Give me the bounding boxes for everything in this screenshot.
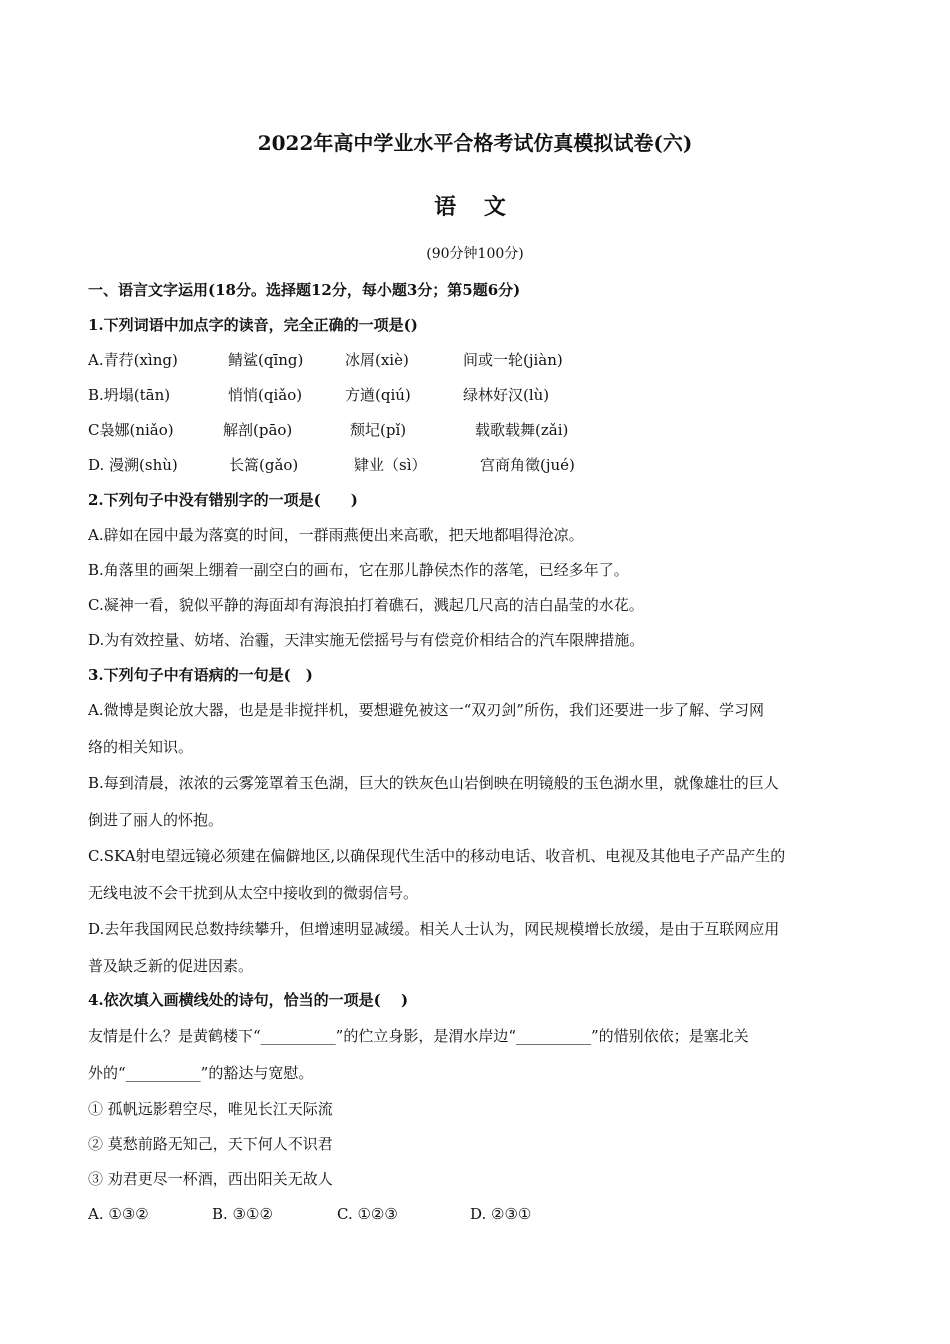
q1-d-item-1: D. 漫溯(shù)	[88, 456, 178, 474]
question-2-option-b: B.角落里的画架上绷着一副空白的画布，它在那儿静侯杰作的落笔，已经多年了。	[88, 561, 629, 579]
question-4-choice-b: B. ③①②	[212, 1205, 273, 1223]
q1-a-item-3: 冰屑(xiè)	[345, 351, 409, 369]
question-1-stem: 1.下列词语中加点字的读音，完全正确的一项是()	[88, 316, 418, 334]
q1-b-item-1: B.坍塌(tān)	[88, 386, 171, 404]
q1-d-item-2: 长篙(gǎo)	[229, 456, 299, 474]
question-3-option-a-line2: 络的相关知识。	[88, 738, 194, 756]
q1-c-item-1: C袅娜(niǎo)	[88, 421, 174, 439]
q1-c-item-3: 颓圮(pǐ)	[350, 421, 407, 439]
question-3-stem: 3.下列句子中有语病的一句是( )	[88, 666, 313, 684]
question-2-stem: 2.下列句子中没有错别字的一项是( )	[88, 491, 358, 509]
subject-title: 语 文	[434, 194, 516, 220]
question-4-choice-c: C. ①②③	[337, 1205, 398, 1223]
section-heading: 一、语言文字运用(18分。选择题12分，每小题3分；第5题6分)	[88, 281, 521, 299]
question-2-option-c: C.凝神一看，貌似平静的海面却有海浪拍打着礁石，溅起几尺高的洁白晶莹的水花。	[88, 596, 644, 614]
q1-c-item-2: 解剖(pāo)	[223, 421, 293, 439]
q1-a-item-4: 间或一轮(jiàn)	[463, 351, 563, 369]
q1-b-item-4: 绿林好汉(lù)	[463, 386, 550, 404]
exam-title: 2022年高中学业水平合格考试仿真模拟试卷(六)	[257, 131, 693, 155]
question-4-poem-2: ② 莫愁前路无知己，天下何人不识君	[88, 1135, 333, 1153]
question-2-option-a: A.辟如在园中最为落寞的时间，一群雨燕便出来高歌，把天地都唱得沧凉。	[88, 526, 584, 544]
q1-b-item-2: 悄悄(qiǎo)	[228, 386, 303, 404]
question-3-option-d-line2: 普及缺乏新的促进因素。	[88, 957, 254, 975]
q1-d-item-4: 宫商角徵(jué)	[480, 456, 575, 474]
exam-duration: (90分钟100分)	[426, 246, 524, 262]
question-3-option-b-line2: 倒进了丽人的怀抱。	[88, 811, 224, 829]
question-2-option-d: D.为有效控量、妨堵、治霾，天津实施无偿摇号与有偿竞价相结合的汽车限牌措施。	[88, 631, 645, 649]
question-4-choice-d: D. ②③①	[470, 1205, 532, 1223]
question-3-option-d-line1: D.去年我国网民总数持续攀升，但增速明显减缓。相关人士认为，网民规模增长放缓，是由于互联网应用	[88, 920, 780, 938]
q1-b-item-3: 方遒(qiú)	[345, 386, 411, 404]
question-3-option-c-line1: C.SKA射电望远镜必须建在偏僻地区,以确保现代生活中的移动电话、收音机、电视及其他电子产品产生的	[88, 847, 786, 865]
question-3-option-a-line1: A.微博是舆论放大器，也是是非搅拌机，要想避免被这一“双刃剑”所伤，我们还要进一步了解、学习网	[88, 701, 764, 719]
question-4-poem-1: ① 孤帆远影碧空尽，唯见长江天际流	[88, 1100, 333, 1118]
question-4-choice-a: A. ①③②	[88, 1205, 149, 1223]
q1-a-item-1: A.青荇(xìng)	[88, 351, 178, 369]
question-4-stem: 4.依次填入画横线处的诗句，恰当的一项是( )	[88, 991, 409, 1009]
question-4-poem-3: ③ 劝君更尽一杯酒，西出阳关无故人	[88, 1170, 333, 1188]
q1-d-item-3: 肄业（sì）	[354, 456, 427, 474]
q1-c-item-4: 载歌载舞(zǎi)	[475, 421, 569, 439]
question-3-option-b-line1: B.每到清晨，浓浓的云雾笼罩着玉色湖，巨大的铁灰色山岩倒映在明镜般的玉色湖水里，就像雄壮的巨人	[88, 774, 779, 792]
question-4-passage-line1: 友情是什么？是黄鹤楼下“__________”的伫立身影，是渭水岸边“__________”的惜别依依；是塞北关	[88, 1027, 749, 1045]
q1-a-item-2: 鲭鲨(qīng)	[228, 351, 304, 369]
question-4-passage-line2: 外的“__________”的豁达与宽慰。	[88, 1064, 314, 1082]
question-3-option-c-line2: 无线电波不会干扰到从太空中接收到的微弱信号。	[88, 884, 419, 902]
